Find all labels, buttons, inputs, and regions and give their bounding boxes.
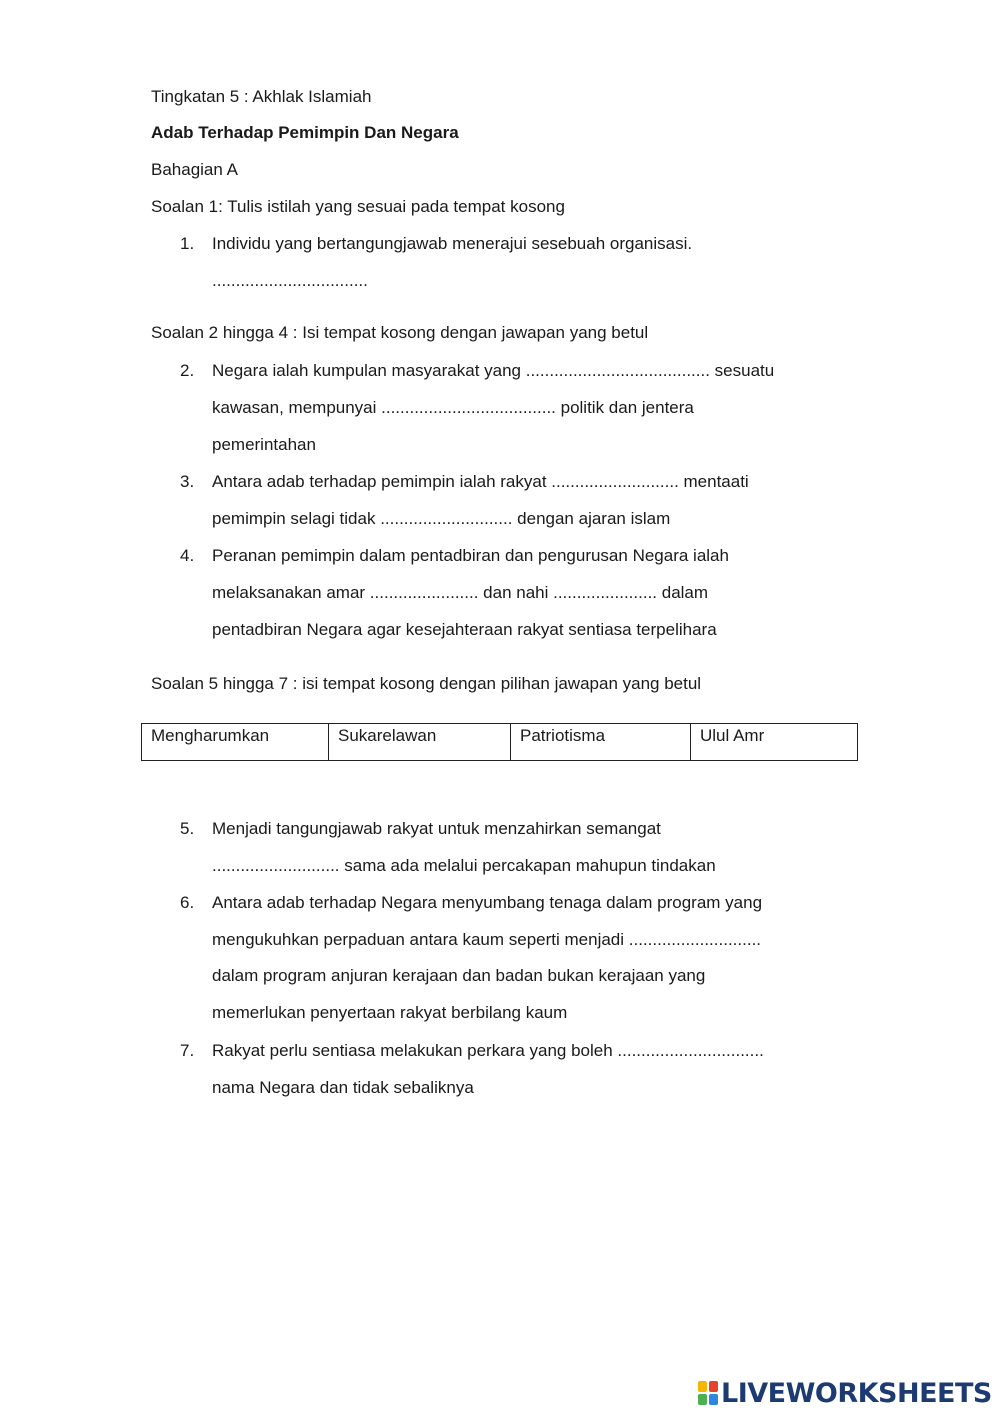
q5-line-1: Menjadi tangungjawab rakyat untuk menzahirkan semangat [212, 819, 661, 838]
worksheet-title: Adab Terhadap Pemimpin Dan Negara [151, 123, 459, 142]
q7-line-2: nama Negara dan tidak sebaliknya [212, 1078, 474, 1097]
liveworksheets-logo [697, 1378, 992, 1408]
logo-square-yellow [698, 1381, 707, 1392]
q5to7-instruction: Soalan 5 hingga 7 : isi tempat kosong dengan pilihan jawapan yang betul [151, 674, 702, 693]
q1-answer-blank[interactable]: ................................. [212, 271, 368, 290]
q4-line-2[interactable]: melaksanakan amar ....................... dan nahi ...................... dalam [212, 583, 709, 602]
q1-instruction: Soalan 1: Tulis istilah yang sesuai pada tempat kosong [151, 197, 565, 216]
q5-line-2[interactable]: ........................... sama ada melalui percakapan mahupun tindakan [212, 856, 716, 875]
q3-number: 3. [180, 472, 195, 491]
q4-line-1: Peranan pemimpin dalam pentadbiran dan pengurusan Negara ialah [212, 546, 729, 565]
logo-square-green [698, 1394, 707, 1405]
q6-line-1: Antara adab terhadap Negara menyumbang tenaga dalam program yang [212, 893, 763, 912]
choice-ulul-amr[interactable]: Ulul Amr [691, 724, 858, 761]
q2-line-3: pemerintahan [212, 435, 316, 454]
liveworksheets-logo-text: LIVEWORKSHEETS [721, 1377, 992, 1409]
q7-line-1[interactable]: Rakyat perlu sentiasa melakukan perkara yang boleh ............................... [212, 1041, 764, 1060]
liveworksheets-logo-icon [697, 1380, 719, 1406]
q2-line-1[interactable]: Negara ialah kumpulan masyarakat yang ....................................... sesuatu [212, 361, 775, 380]
q2to4-instruction: Soalan 2 hingga 4 : Isi tempat kosong dengan jawapan yang betul [151, 323, 649, 342]
q6-line-2[interactable]: mengukuhkan perpaduan antara kaum seperti menjadi ............................ [212, 930, 762, 949]
q3-line-2[interactable]: pemimpin selagi tidak ............................ dengan ajaran islam [212, 509, 671, 528]
logo-square-blue [709, 1394, 718, 1405]
q3-line-1[interactable]: Antara adab terhadap pemimpin ialah rakyat ........................... mentaati [212, 472, 749, 491]
q1-number: 1. [180, 234, 195, 253]
q2-number: 2. [180, 361, 195, 380]
q4-number: 4. [180, 546, 195, 565]
section-heading: Bahagian A [151, 160, 238, 179]
q7-number: 7. [180, 1041, 195, 1060]
choice-sukarelawan[interactable]: Sukarelawan [329, 724, 511, 761]
level-heading: Tingkatan 5 : Akhlak Islamiah [151, 87, 372, 106]
answer-choices-table [141, 723, 858, 761]
choice-mengharumkan[interactable]: Mengharumkan [142, 724, 329, 761]
q1-line-1: Individu yang bertangungjawab menerajui sesebuah organisasi. [212, 234, 693, 253]
q5-number: 5. [180, 819, 195, 838]
q4-line-3: pentadbiran Negara agar kesejahteraan rakyat sentiasa terpelihara [212, 620, 717, 639]
q2-line-2[interactable]: kawasan, mempunyai ..................................... politik dan jentera [212, 398, 694, 417]
q6-number: 6. [180, 893, 195, 912]
choice-patriotisma[interactable]: Patriotisma [511, 724, 691, 761]
q6-line-3: dalam program anjuran kerajaan dan badan bukan kerajaan yang [212, 966, 706, 985]
logo-square-red [709, 1381, 718, 1392]
q6-line-4: memerlukan penyertaan rakyat berbilang kaum [212, 1003, 568, 1022]
